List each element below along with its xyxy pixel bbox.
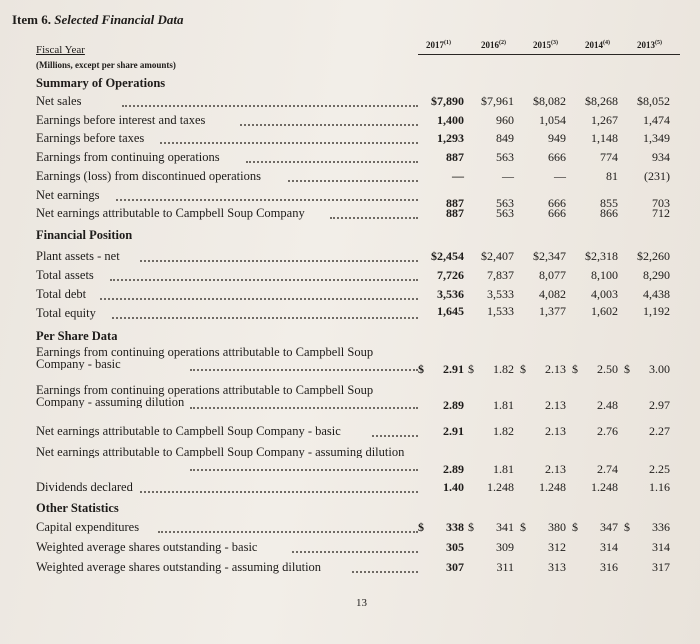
- section-financial-position: Financial Position: [36, 228, 133, 242]
- cell-total-equity-2017: 1,645: [437, 304, 464, 318]
- leader-dots: [160, 141, 418, 144]
- section-other: Other Statistics: [36, 501, 119, 515]
- leader-dots: [140, 490, 418, 493]
- cell-net-sales-2017: $7,890: [431, 94, 464, 108]
- cell-ebit-2016: 960: [496, 113, 514, 127]
- cell-capex-2016: 341: [496, 520, 514, 534]
- cell-dividends-2016: 1.248: [487, 480, 514, 494]
- page-title: Item 6. Selected Financial Data: [12, 12, 184, 27]
- cell-eps-cont-basic-2013: 3.00: [649, 362, 670, 376]
- row-label-eps-net-basic: Net earnings attributable to Campbell Soup Company - basic: [36, 424, 341, 438]
- cell-shares-diluted-2013: 317: [652, 560, 670, 574]
- currency-symbol: $: [624, 520, 630, 534]
- cell-total-debt-2017: 3,536: [437, 287, 464, 301]
- currency-symbol: $: [468, 362, 474, 376]
- cell-eps-net-basic-2017: 2.91: [443, 424, 464, 438]
- cell-capex-2017: 338: [446, 520, 464, 534]
- currency-symbol: $: [418, 520, 424, 534]
- cell-eps-cont-basic-2014: 2.50: [597, 362, 618, 376]
- currency-symbol: $: [572, 362, 578, 376]
- cell-eps-net-basic-2016: 1.82: [493, 424, 514, 438]
- cell-plant-assets-2013: $2,260: [637, 249, 670, 263]
- row-label-disc-ops: Earnings (loss) from discontinued operations: [36, 169, 261, 183]
- cell-net-attr-2014: 866: [600, 206, 618, 220]
- row-label-shares-basic: Weighted average shares outstanding - basic: [36, 540, 258, 554]
- cell-shares-diluted-2014: 316: [600, 560, 618, 574]
- currency-symbol: $: [418, 362, 424, 376]
- leader-dots: [292, 550, 418, 553]
- cell-eps-net-basic-2015: 2.13: [545, 424, 566, 438]
- cell-shares-basic-2017: 305: [446, 540, 464, 554]
- column-header-2015: 2015$^{(3)}$: [533, 40, 558, 50]
- cell-disc-ops-2015: —: [554, 169, 566, 183]
- cell-capex-2014: 347: [600, 520, 618, 534]
- cell-total-debt-2015: 4,082: [539, 287, 566, 301]
- row-label-total-equity: Total equity: [36, 306, 96, 320]
- leader-dots: [240, 123, 418, 126]
- cell-net-attr-2015: 666: [548, 206, 566, 220]
- leader-dots: [116, 198, 418, 201]
- cell-disc-ops-2014: 81: [606, 169, 618, 183]
- cell-eps-cont-diluted-2017: 2.89: [443, 398, 464, 412]
- cell-total-debt-2013: 4,438: [643, 287, 670, 301]
- cell-total-assets-2013: 8,290: [643, 268, 670, 282]
- cell-shares-basic-2014: 314: [600, 540, 618, 554]
- cell-eps-net-diluted-2015: 2.13: [545, 462, 566, 476]
- cell-cont-ops-2016: 563: [496, 150, 514, 164]
- cell-ebit-2017: 1,400: [437, 113, 464, 127]
- cell-dividends-2014: 1.248: [591, 480, 618, 494]
- leader-dots: [352, 570, 418, 573]
- cell-disc-ops-2016: —: [502, 169, 514, 183]
- cell-eps-cont-diluted-2015: 2.13: [545, 398, 566, 412]
- cell-dividends-2015: 1.248: [539, 480, 566, 494]
- fiscal-year-label: Fiscal Year: [36, 44, 85, 56]
- cell-total-assets-2017: 7,726: [437, 268, 464, 282]
- cell-total-assets-2014: 8,100: [591, 268, 618, 282]
- cell-eps-net-diluted-2013: 2.25: [649, 462, 670, 476]
- currency-symbol: $: [520, 362, 526, 376]
- row-label-ebt: Earnings before taxes: [36, 131, 145, 145]
- cell-net-attr-2017: 887: [446, 206, 464, 220]
- cell-total-equity-2013: 1,192: [643, 304, 670, 318]
- currency-symbol: $: [520, 520, 526, 534]
- leader-dots: [158, 530, 418, 533]
- leader-dots: [288, 179, 418, 182]
- cell-total-equity-2016: 1,533: [487, 304, 514, 318]
- cell-plant-assets-2017: $2,454: [431, 249, 464, 263]
- cell-net-sales-2014: $8,268: [585, 94, 618, 108]
- leader-dots: [140, 259, 418, 262]
- cell-plant-assets-2015: $2,347: [533, 249, 566, 263]
- currency-symbol: $: [572, 520, 578, 534]
- header-rule: [418, 54, 680, 55]
- cell-eps-cont-basic-2017: 2.91: [443, 362, 464, 376]
- cell-ebt-2013: 1,349: [643, 131, 670, 145]
- cell-eps-net-basic-2013: 2.27: [649, 424, 670, 438]
- cell-net-earnings-2014: 855: [600, 196, 618, 210]
- cell-eps-net-diluted-2016: 1.81: [493, 462, 514, 476]
- cell-eps-cont-diluted-2013: 2.97: [649, 398, 670, 412]
- cell-disc-ops-2017: —: [452, 169, 464, 183]
- units-note: (Millions, except per share amounts): [36, 60, 176, 70]
- row-label-total-assets: Total assets: [36, 268, 94, 282]
- cell-net-attr-2016: 563: [496, 206, 514, 220]
- cell-eps-net-diluted-2017: 2.89: [443, 462, 464, 476]
- cell-eps-net-basic-2014: 2.76: [597, 424, 618, 438]
- row-label-capex: Capital expenditures: [36, 520, 140, 534]
- cell-net-attr-2013: 712: [652, 206, 670, 220]
- cell-dividends-2017: 1.40: [443, 480, 464, 494]
- row-label-plant-assets: Plant assets - net: [36, 249, 120, 263]
- cell-total-debt-2016: 3,533: [487, 287, 514, 301]
- cell-capex-2013: 336: [652, 520, 670, 534]
- currency-symbol: $: [624, 362, 630, 376]
- cell-ebit-2014: 1,267: [591, 113, 618, 127]
- currency-symbol: $: [468, 520, 474, 534]
- cell-eps-net-diluted-2014: 2.74: [597, 462, 618, 476]
- row-label-cont-ops: Earnings from continuing operations: [36, 150, 220, 164]
- cell-plant-assets-2016: $2,407: [481, 249, 514, 263]
- row-label-net-earnings: Net earnings: [36, 188, 100, 202]
- cell-shares-diluted-2016: 311: [496, 560, 514, 574]
- leader-dots: [330, 216, 418, 219]
- cell-total-equity-2015: 1,377: [539, 304, 566, 318]
- cell-shares-diluted-2017: 307: [446, 560, 464, 574]
- cell-ebt-2015: 949: [548, 131, 566, 145]
- leader-dots: [122, 104, 418, 107]
- column-header-2014: 2014$^{(4)}$: [585, 40, 610, 50]
- row-label-eps-net-diluted: Net earnings attributable to Campbell Soup Company - assuming dilution: [36, 446, 405, 458]
- cell-total-assets-2016: 7,837: [487, 268, 514, 282]
- page-number: 13: [356, 597, 367, 609]
- leader-dots: [112, 316, 418, 319]
- leader-dots: [190, 368, 418, 371]
- cell-disc-ops-2013: (231): [644, 169, 670, 183]
- cell-net-earnings-2013: 703: [652, 196, 670, 210]
- column-header-2017: 2017$^{(1)}$: [426, 40, 451, 50]
- row-label-shares-diluted: Weighted average shares outstanding - assuming dilution: [36, 560, 322, 574]
- cell-shares-basic-2016: 309: [496, 540, 514, 554]
- cell-eps-cont-diluted-2016: 1.81: [493, 398, 514, 412]
- column-header-2016: 2016$^{(2)}$: [481, 40, 506, 50]
- cell-net-sales-2015: $8,082: [533, 94, 566, 108]
- cell-ebt-2016: 849: [496, 131, 514, 145]
- cell-net-sales-2016: $7,961: [481, 94, 514, 108]
- leader-dots: [246, 160, 418, 163]
- cell-eps-cont-basic-2016: 1.82: [493, 362, 514, 376]
- leader-dots: [372, 434, 418, 437]
- row-label-eps-cont-diluted: Earnings from continuing operations attributable to Campbell Soup Company - assuming dilution: [36, 384, 374, 408]
- leader-dots: [190, 406, 418, 409]
- cell-cont-ops-2015: 666: [548, 150, 566, 164]
- cell-shares-diluted-2015: 313: [548, 560, 566, 574]
- cell-capex-2015: 380: [548, 520, 566, 534]
- cell-shares-basic-2013: 314: [652, 540, 670, 554]
- cell-plant-assets-2014: $2,318: [585, 249, 618, 263]
- row-label-net-attr: Net earnings attributable to Campbell Soup Company: [36, 206, 305, 220]
- leader-dots: [190, 468, 418, 471]
- cell-net-earnings-2017: 887: [446, 196, 464, 210]
- row-label-total-debt: Total debt: [36, 287, 87, 301]
- row-label-eps-cont-basic: Earnings from continuing operations attributable to Campbell Soup Company - basic: [36, 346, 374, 370]
- cell-net-earnings-2015: 666: [548, 196, 566, 210]
- cell-ebt-2014: 1,148: [591, 131, 618, 145]
- cell-eps-cont-diluted-2014: 2.48: [597, 398, 618, 412]
- row-label-net-sales: Net sales: [36, 94, 82, 108]
- cell-ebit-2015: 1,054: [539, 113, 566, 127]
- cell-cont-ops-2014: 774: [600, 150, 618, 164]
- cell-cont-ops-2013: 934: [652, 150, 670, 164]
- cell-eps-cont-basic-2015: 2.13: [545, 362, 566, 376]
- cell-total-equity-2014: 1,602: [591, 304, 618, 318]
- cell-ebt-2017: 1,293: [437, 131, 464, 145]
- row-label-ebit: Earnings before interest and taxes: [36, 113, 206, 127]
- cell-shares-basic-2015: 312: [548, 540, 566, 554]
- leader-dots: [100, 297, 418, 300]
- section-per-share: Per Share Data: [36, 329, 118, 343]
- cell-net-earnings-2016: 563: [496, 196, 514, 210]
- leader-dots: [110, 278, 418, 281]
- cell-ebit-2013: 1,474: [643, 113, 670, 127]
- cell-dividends-2013: 1.16: [649, 480, 670, 494]
- cell-total-assets-2015: 8,077: [539, 268, 566, 282]
- row-label-dividends: Dividends declared: [36, 480, 133, 494]
- cell-net-sales-2013: $8,052: [637, 94, 670, 108]
- cell-total-debt-2014: 4,003: [591, 287, 618, 301]
- column-header-2013: 2013$^{(5)}$: [637, 40, 662, 50]
- cell-cont-ops-2017: 887: [446, 150, 464, 164]
- section-summary-of-operations: Summary of Operations: [36, 76, 166, 90]
